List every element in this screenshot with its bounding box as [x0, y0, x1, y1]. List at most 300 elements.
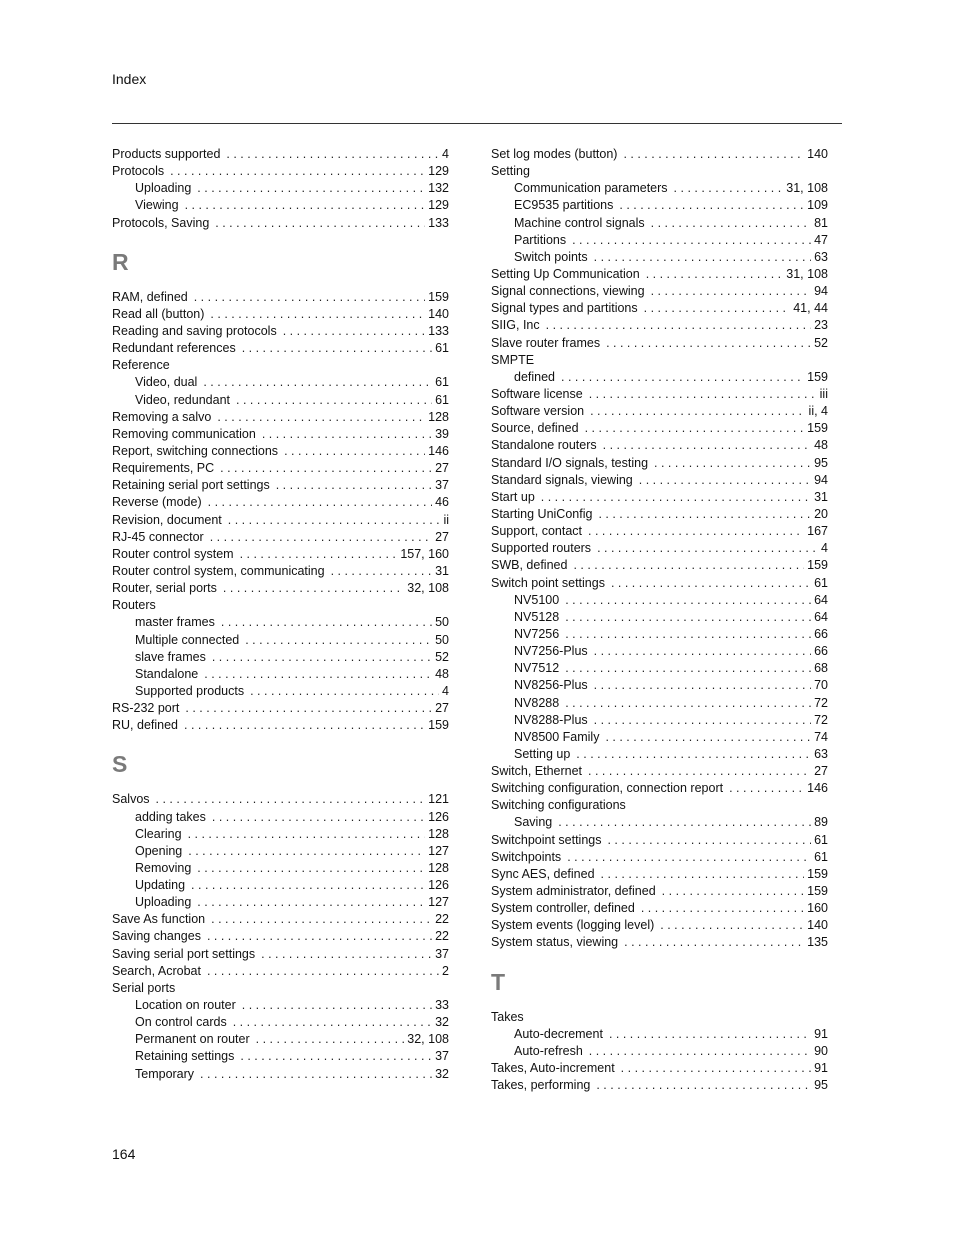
- index-entry: [112, 512, 449, 529]
- index-entry: [112, 563, 449, 580]
- dot-leader: [208, 494, 432, 511]
- index-term: Communication parameters: [514, 181, 668, 196]
- index-term: Saving changes: [112, 929, 201, 944]
- index-entry: [491, 455, 828, 472]
- dot-leader: [156, 791, 426, 808]
- index-subentry: [112, 894, 449, 911]
- section-letter: S: [112, 751, 128, 778]
- index-term: Serial ports: [112, 980, 176, 995]
- dot-leader: [603, 437, 811, 454]
- index-subentry: [112, 809, 449, 826]
- index-term: Updating: [135, 878, 186, 893]
- page-reference: 126: [428, 809, 449, 824]
- dot-leader: [210, 529, 432, 546]
- index-subentry: [491, 746, 828, 763]
- dot-leader: [606, 335, 811, 352]
- page-reference: 135: [807, 935, 828, 950]
- dot-leader: [207, 928, 432, 945]
- page-reference: 127: [428, 843, 449, 858]
- dot-leader: [605, 729, 811, 746]
- index-term: Video, dual: [135, 375, 198, 390]
- dot-leader: [594, 677, 811, 694]
- dot-leader: [331, 563, 433, 580]
- page-reference: 37: [435, 478, 449, 493]
- index-term: RAM, defined: [112, 289, 188, 304]
- index-term: Requirements, PC: [112, 461, 215, 476]
- running-header: Index: [112, 71, 147, 87]
- dot-leader: [609, 1026, 811, 1043]
- page-reference: 132: [428, 181, 449, 196]
- page-reference: 63: [814, 249, 828, 264]
- index-entry: [491, 575, 828, 592]
- page-reference: 23: [814, 318, 828, 333]
- index-entry: [491, 540, 828, 557]
- index-term: Report, switching connections: [112, 443, 279, 458]
- index-term: Software license: [491, 386, 583, 401]
- index-term: Setting Up Communication: [491, 266, 640, 281]
- index-entry: [491, 1060, 828, 1077]
- page-reference: 109: [807, 198, 828, 213]
- page-reference: 22: [435, 929, 449, 944]
- dot-leader: [197, 180, 425, 197]
- dot-leader: [567, 849, 811, 866]
- index-term: defined: [514, 369, 556, 384]
- page-reference: 64: [814, 609, 828, 624]
- index-subentry: [491, 592, 828, 609]
- page-number: 164: [112, 1146, 136, 1162]
- page-reference: 121: [428, 792, 449, 807]
- index-term: Opening: [135, 843, 183, 858]
- index-term: Reference: [112, 358, 170, 373]
- index-term: Start up: [491, 489, 535, 504]
- index-term: System controller, defined: [491, 901, 635, 916]
- page-reference: 61: [814, 575, 828, 590]
- page-reference: 94: [814, 472, 828, 487]
- page-reference: 91: [814, 1061, 828, 1076]
- dot-leader: [242, 340, 432, 357]
- index-term: NV8288-Plus: [514, 712, 588, 727]
- index-entry: [112, 340, 449, 357]
- index-entry: [112, 460, 449, 477]
- index-term: Software version: [491, 404, 585, 419]
- page-reference: 159: [428, 289, 449, 304]
- dot-leader: [589, 1043, 811, 1060]
- index-subentry: [112, 997, 449, 1014]
- dot-leader: [619, 197, 804, 214]
- index-subentry: [112, 614, 449, 631]
- dot-leader: [226, 146, 439, 163]
- page-reference: 133: [428, 323, 449, 338]
- index-term: Starting UniConfig: [491, 506, 593, 521]
- dot-leader: [607, 832, 811, 849]
- index-entry: [491, 403, 828, 420]
- index-term: Saving: [514, 815, 553, 830]
- index-entry: [491, 780, 828, 797]
- dot-leader: [641, 900, 804, 917]
- index-entry: [491, 917, 828, 934]
- index-entry: [491, 849, 828, 866]
- index-term: SIIG, Inc: [491, 318, 540, 333]
- page-reference: 31: [435, 563, 449, 578]
- dot-leader: [598, 506, 811, 523]
- dot-leader: [185, 700, 432, 717]
- dot-leader: [594, 712, 811, 729]
- index-heading: [112, 597, 449, 614]
- index-entry: [112, 963, 449, 980]
- index-term: slave frames: [135, 649, 206, 664]
- index-term: Standard signals, viewing: [491, 472, 633, 487]
- dot-leader: [662, 883, 804, 900]
- page-reference: 27: [435, 701, 449, 716]
- dot-leader: [541, 489, 811, 506]
- page-reference: 159: [807, 558, 828, 573]
- page-reference: 66: [814, 644, 828, 659]
- index-term: NV5128: [514, 609, 560, 624]
- index-entry: [491, 317, 828, 334]
- index-term: Temporary: [135, 1066, 195, 1081]
- page-reference: 89: [814, 815, 828, 830]
- index-subentry: [112, 1014, 449, 1031]
- index-term: Video, redundant: [135, 392, 230, 407]
- page-reference: 159: [807, 884, 828, 899]
- index-term: Search, Acrobat: [112, 963, 201, 978]
- section-letter: R: [112, 248, 129, 275]
- page-reference: 2: [442, 963, 449, 978]
- index-entry: [112, 163, 449, 180]
- index-term: Routers: [112, 598, 156, 613]
- header-rule: [112, 123, 842, 124]
- page-reference: 129: [428, 164, 449, 179]
- index-subentry: [112, 1031, 449, 1048]
- index-entry: [112, 306, 449, 323]
- dot-leader: [589, 386, 817, 403]
- dot-leader: [654, 455, 811, 472]
- index-term: adding takes: [135, 809, 206, 824]
- page-reference: 157, 160: [400, 546, 449, 561]
- index-subentry: [491, 1043, 828, 1060]
- page-reference: 39: [435, 426, 449, 441]
- dot-leader: [573, 557, 804, 574]
- index-subentry: [112, 180, 449, 197]
- index-term: Auto-decrement: [514, 1026, 603, 1041]
- index-subentry: [112, 683, 449, 700]
- index-term: Clearing: [135, 826, 182, 841]
- index-term: Signal types and partitions: [491, 301, 638, 316]
- page-reference: 37: [435, 946, 449, 961]
- index-term: Retaining serial port settings: [112, 478, 270, 493]
- dot-leader: [651, 283, 812, 300]
- index-entry: [112, 323, 449, 340]
- page-reference: 61: [814, 849, 828, 864]
- page-reference: 91: [814, 1026, 828, 1041]
- index-term: Switch, Ethernet: [491, 764, 583, 779]
- page-reference: 140: [807, 918, 828, 933]
- index-term: Removing communication: [112, 426, 256, 441]
- page-reference: 146: [428, 443, 449, 458]
- index-term: Saving serial port settings: [112, 946, 256, 961]
- index-entry: [491, 420, 828, 437]
- page-reference: 63: [814, 746, 828, 761]
- index-term: Reverse (mode): [112, 495, 202, 510]
- dot-leader: [211, 911, 432, 928]
- dot-leader: [256, 1031, 405, 1048]
- index-subentry: [112, 1048, 449, 1065]
- index-term: Switching configuration, connection report: [491, 781, 724, 796]
- page-reference: 159: [807, 866, 828, 881]
- dot-leader: [597, 540, 818, 557]
- index-term: System events (logging level): [491, 918, 655, 933]
- index-term: NV8500 Family: [514, 729, 600, 744]
- index-subentry: [112, 666, 449, 683]
- index-entry: [112, 700, 449, 717]
- dot-leader: [170, 163, 425, 180]
- page-reference: 95: [814, 455, 828, 470]
- page-reference: 22: [435, 912, 449, 927]
- index-subentry: [491, 369, 828, 386]
- index-subentry: [491, 729, 828, 746]
- page-reference: 64: [814, 592, 828, 607]
- page-reference: 31: [814, 489, 828, 504]
- dot-leader: [561, 369, 804, 386]
- dot-leader: [240, 1048, 432, 1065]
- index-subentry: [112, 392, 449, 409]
- index-term: Reading and saving protocols: [112, 323, 277, 338]
- index-term: Salvos: [112, 792, 150, 807]
- page-reference: 27: [435, 461, 449, 476]
- index-term: NV7256-Plus: [514, 644, 588, 659]
- index-term: On control cards: [135, 1015, 227, 1030]
- index-term: Switchpoints: [491, 849, 562, 864]
- index-term: Source, defined: [491, 421, 579, 436]
- page-reference: ii: [443, 512, 449, 527]
- index-term: Support, contact: [491, 524, 583, 539]
- dot-leader: [644, 300, 791, 317]
- page-reference: 4: [442, 683, 449, 698]
- index-entry: [491, 883, 828, 900]
- index-heading: [491, 1009, 828, 1026]
- index-entry: [112, 928, 449, 945]
- dot-leader: [215, 215, 425, 232]
- page-reference: iii: [819, 386, 828, 401]
- index-term: Protocols, Saving: [112, 215, 210, 230]
- index-term: Setting: [491, 164, 530, 179]
- index-term: Save As function: [112, 912, 206, 927]
- index-heading: [112, 980, 449, 997]
- index-term: Uploading: [135, 181, 192, 196]
- index-subentry: [112, 826, 449, 843]
- index-entry: [491, 934, 828, 951]
- index-term: NV7256: [514, 626, 560, 641]
- page-reference: 81: [814, 215, 828, 230]
- index-entry: [491, 763, 828, 780]
- index-term: RS-232 port: [112, 701, 180, 716]
- dot-leader: [651, 215, 811, 232]
- dot-leader: [674, 180, 784, 197]
- dot-leader: [729, 780, 804, 797]
- index-term: SMPTE: [491, 352, 535, 367]
- dot-leader: [594, 249, 811, 266]
- index-term: Auto-refresh: [514, 1043, 583, 1058]
- dot-leader: [220, 460, 432, 477]
- dot-leader: [590, 403, 805, 420]
- dot-leader: [240, 546, 398, 563]
- dot-leader: [203, 374, 432, 391]
- index-entry: [491, 437, 828, 454]
- index-term: Router, serial ports: [112, 581, 217, 596]
- page-reference: 126: [428, 878, 449, 893]
- index-subentry: [112, 877, 449, 894]
- page-reference: 4: [442, 147, 449, 161]
- index-subentry: [491, 626, 828, 643]
- dot-leader: [221, 614, 432, 631]
- page-reference: 70: [814, 678, 828, 693]
- dot-leader: [197, 860, 425, 877]
- dot-leader: [283, 323, 425, 340]
- page-reference: 47: [814, 232, 828, 247]
- index-subentry: [112, 843, 449, 860]
- index-entry: [491, 335, 828, 352]
- index-term: Set log modes (button): [491, 147, 618, 161]
- index-term: Standalone: [135, 666, 199, 681]
- index-term: Supported routers: [491, 541, 592, 556]
- page-reference: 95: [814, 1078, 828, 1093]
- dot-leader: [624, 934, 804, 951]
- dot-leader: [565, 660, 811, 677]
- index-subentry: [491, 609, 828, 626]
- dot-leader: [200, 1066, 432, 1083]
- page-reference: 32, 108: [407, 581, 449, 596]
- dot-leader: [284, 443, 425, 460]
- index-subentry: [491, 249, 828, 266]
- index-term: Switchpoint settings: [491, 832, 602, 847]
- index-entry: [112, 215, 449, 232]
- page-reference: 72: [814, 695, 828, 710]
- dot-leader: [210, 306, 425, 323]
- page-reference: 20: [814, 506, 828, 521]
- index-term: Removing: [135, 860, 192, 875]
- index-column-left: [112, 146, 449, 1083]
- page-reference: 61: [435, 392, 449, 407]
- index-term: Standard I/O signals, testing: [491, 455, 649, 470]
- index-term: Sync AES, defined: [491, 866, 595, 881]
- page-reference: 50: [435, 632, 449, 647]
- dot-leader: [188, 843, 425, 860]
- page-reference: 128: [428, 409, 449, 424]
- dot-leader: [565, 626, 811, 643]
- page-reference: 133: [428, 215, 449, 230]
- index-heading: [491, 797, 828, 814]
- dot-leader: [212, 649, 432, 666]
- page-reference: 31, 108: [786, 181, 828, 196]
- page-reference: 61: [814, 832, 828, 847]
- index-term: Removing a salvo: [112, 409, 212, 424]
- index-entry: [491, 300, 828, 317]
- page-reference: 48: [435, 666, 449, 681]
- page-reference: 52: [814, 335, 828, 350]
- index-term: Standalone routers: [491, 438, 597, 453]
- page-reference: 68: [814, 661, 828, 676]
- dot-leader: [217, 409, 425, 426]
- dot-leader: [660, 917, 804, 934]
- dot-leader: [558, 814, 811, 831]
- index-term: Slave router frames: [491, 335, 601, 350]
- page-reference: 90: [814, 1043, 828, 1058]
- dot-leader: [261, 946, 432, 963]
- index-subentry: [491, 814, 828, 831]
- index-subentry: [112, 632, 449, 649]
- index-entry: [491, 146, 828, 163]
- index-term: Router control system, communicating: [112, 563, 325, 578]
- index-entry: [491, 866, 828, 883]
- page-reference: 127: [428, 895, 449, 910]
- index-subentry: [491, 197, 828, 214]
- index-term: RJ-45 connector: [112, 529, 204, 544]
- dot-leader: [611, 575, 811, 592]
- index-term: Machine control signals: [514, 215, 645, 230]
- index-entry: [112, 477, 449, 494]
- index-term: RU, defined: [112, 718, 179, 733]
- dot-leader: [236, 392, 432, 409]
- page-reference: 159: [807, 421, 828, 436]
- index-entry: [112, 580, 449, 597]
- index-term: Read all (button): [112, 306, 205, 321]
- index-term: Takes, Auto-increment: [491, 1061, 615, 1076]
- index-term: NV8288: [514, 695, 560, 710]
- index-column-right: [491, 146, 828, 1094]
- page-reference: 61: [435, 375, 449, 390]
- dot-leader: [250, 683, 439, 700]
- index-entry: [112, 146, 449, 163]
- dot-leader: [184, 717, 425, 734]
- page-reference: 66: [814, 626, 828, 641]
- dot-leader: [639, 472, 811, 489]
- index-term: Location on router: [135, 998, 236, 1013]
- page-reference: 46: [435, 495, 449, 510]
- dot-leader: [594, 643, 811, 660]
- index-subentry: [112, 649, 449, 666]
- index-entry: [491, 1077, 828, 1094]
- index-term: Switch points: [514, 249, 588, 264]
- dot-leader: [572, 232, 811, 249]
- index-term: Products supported: [112, 147, 221, 161]
- index-term: NV7512: [514, 661, 560, 676]
- index-entry: [112, 791, 449, 808]
- index-term: Uploading: [135, 895, 192, 910]
- dot-leader: [588, 523, 804, 540]
- index-entry: [491, 283, 828, 300]
- index-term: NV8256-Plus: [514, 678, 588, 693]
- index-term: Revision, document: [112, 512, 222, 527]
- index-term: System administrator, defined: [491, 884, 656, 899]
- dot-leader: [262, 426, 432, 443]
- index-entry: [112, 946, 449, 963]
- page-reference: 159: [807, 369, 828, 384]
- page-reference: 128: [428, 860, 449, 875]
- dot-leader: [242, 997, 432, 1014]
- dot-leader: [245, 632, 432, 649]
- page-reference: 27: [814, 764, 828, 779]
- index-entry: [112, 409, 449, 426]
- page-reference: 41, 44: [793, 301, 828, 316]
- index-entry: [491, 489, 828, 506]
- index-term: Setting up: [514, 746, 571, 761]
- index-heading: [491, 352, 828, 369]
- index-term: Viewing: [135, 198, 179, 213]
- dot-leader: [546, 317, 811, 334]
- index-term: Partitions: [514, 232, 567, 247]
- page-reference: 31, 108: [786, 266, 828, 281]
- page-reference: ii, 4: [808, 404, 828, 419]
